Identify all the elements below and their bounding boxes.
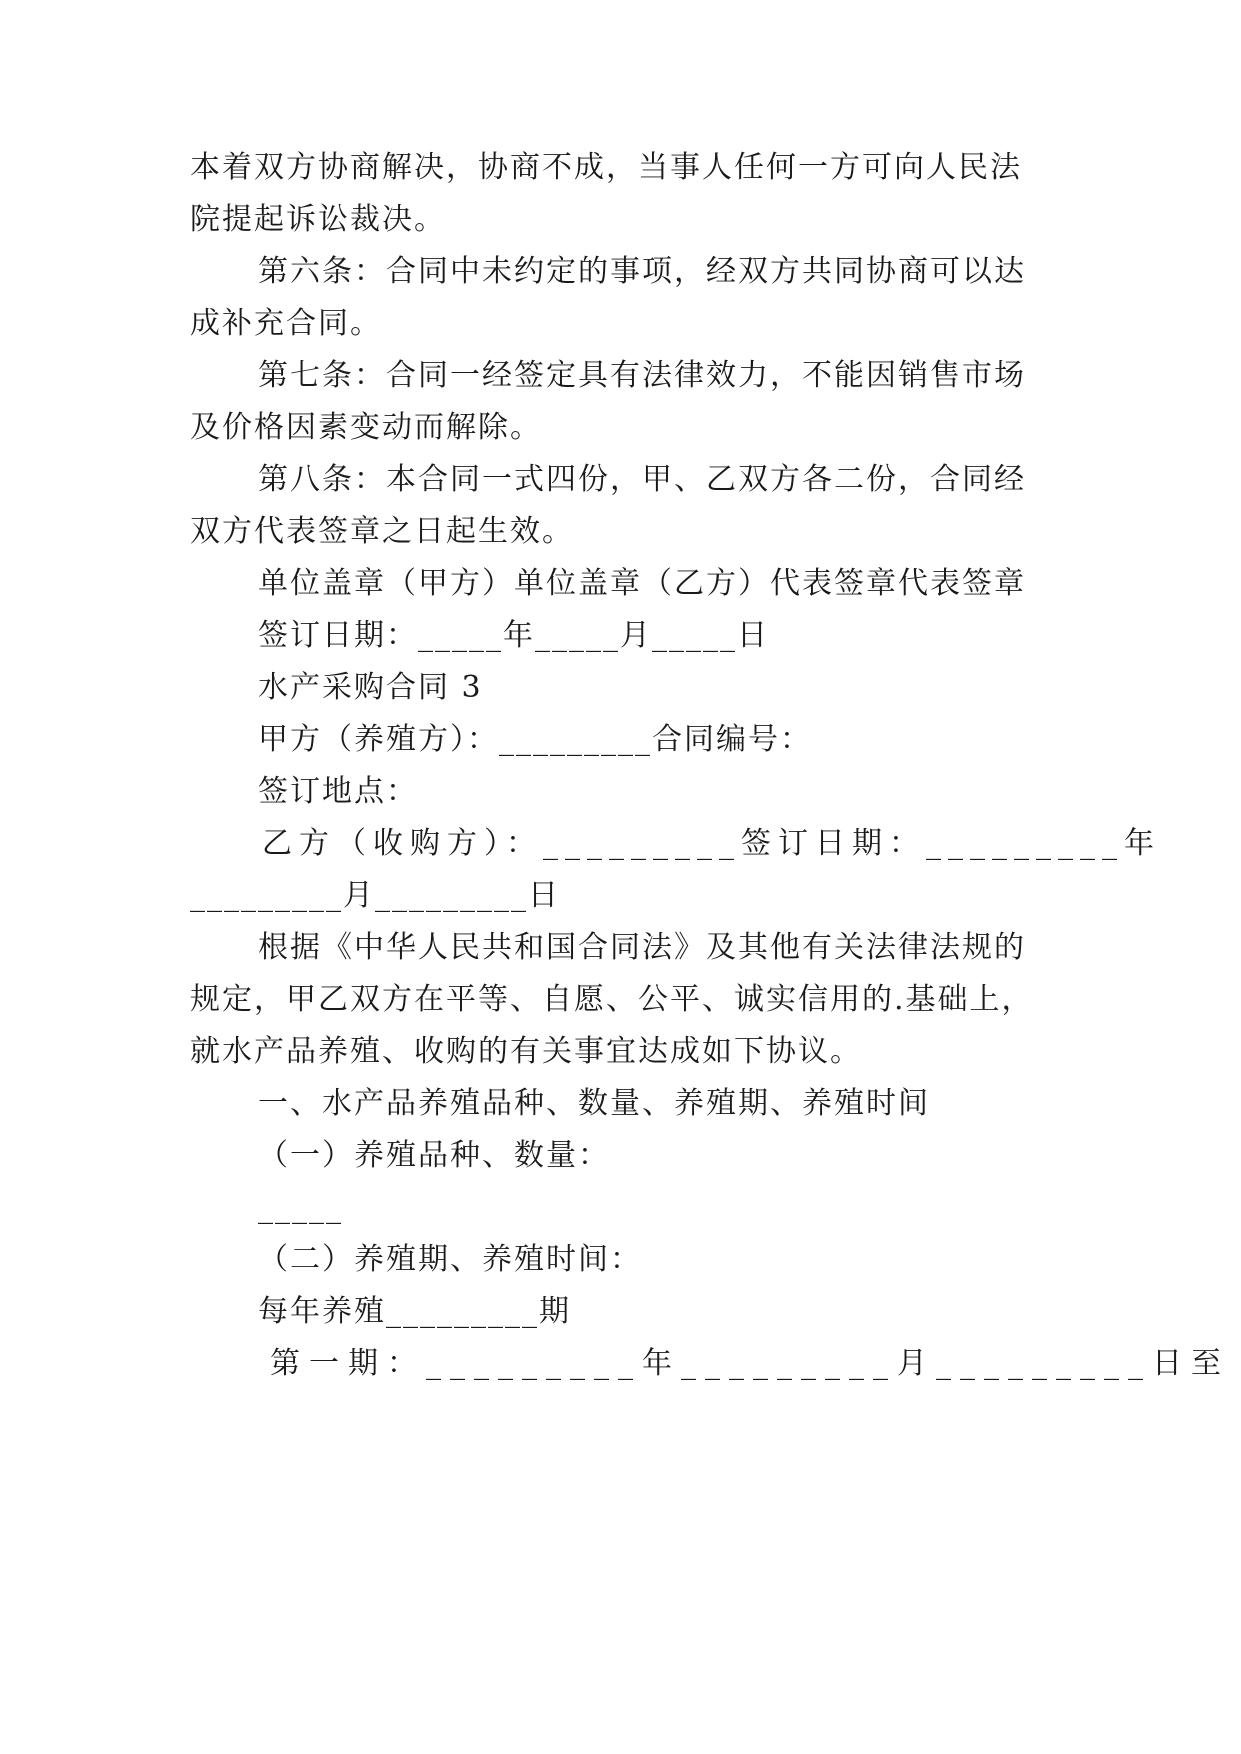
- paragraph-line: 院提起诉讼裁决。: [190, 202, 446, 237]
- paragraph-line: 就水产品养殖、收购的有关事宜达成如下协议。: [190, 1034, 862, 1069]
- article-eight: 第八条：本合同一式四份，甲、乙双方各二份，合同经: [258, 462, 1026, 497]
- signing-location-line: 签订地点：: [258, 774, 418, 809]
- paragraph-line: 每年养殖_________期: [258, 1294, 571, 1329]
- date-continuation-line: _________月_________日: [190, 878, 560, 913]
- paragraph-line: 第一期：_________年_________月_________日至: [270, 1346, 1230, 1381]
- subsection-heading: （一）养殖品种、数量：: [258, 1138, 610, 1173]
- paragraph-line: 本着双方协商解决，协商不成，当事人任何一方可向人民法: [190, 150, 1022, 185]
- article-six: 第六条：合同中未约定的事项，经双方共同协商可以达: [258, 254, 1026, 289]
- party-a-line: 甲方（养殖方）：_________合同编号：: [258, 722, 812, 757]
- party-b-line: 乙方（收购方）：_________签订日期：_________年: [262, 826, 1161, 861]
- paragraph-line: 及价格因素变动而解除。: [190, 410, 542, 445]
- paragraph-line: 规定，甲乙双方在平等、自愿、公平、诚实信用的.基础上，: [190, 982, 1034, 1017]
- paragraph-line: 成补充合同。: [190, 306, 382, 341]
- signature-line: 单位盖章（甲方）单位盖章（乙方）代表签章代表签章: [258, 566, 1026, 601]
- contract-title: 水产采购合同 3: [258, 670, 483, 705]
- subsection-heading: （二）养殖期、养殖时间：: [258, 1242, 642, 1277]
- article-seven: 第七条：合同一经签定具有法律效力，不能因销售市场: [258, 358, 1026, 393]
- paragraph-line: 根据《中华人民共和国合同法》及其他有关法律法规的: [258, 930, 1026, 965]
- section-heading: 一、水产品养殖品种、数量、养殖期、养殖时间: [258, 1086, 930, 1121]
- paragraph-line: 双方代表签章之日起生效。: [190, 514, 574, 549]
- signing-date-line: 签订日期：_____年_____月_____日: [258, 618, 769, 653]
- blank-line: _____: [258, 1190, 343, 1225]
